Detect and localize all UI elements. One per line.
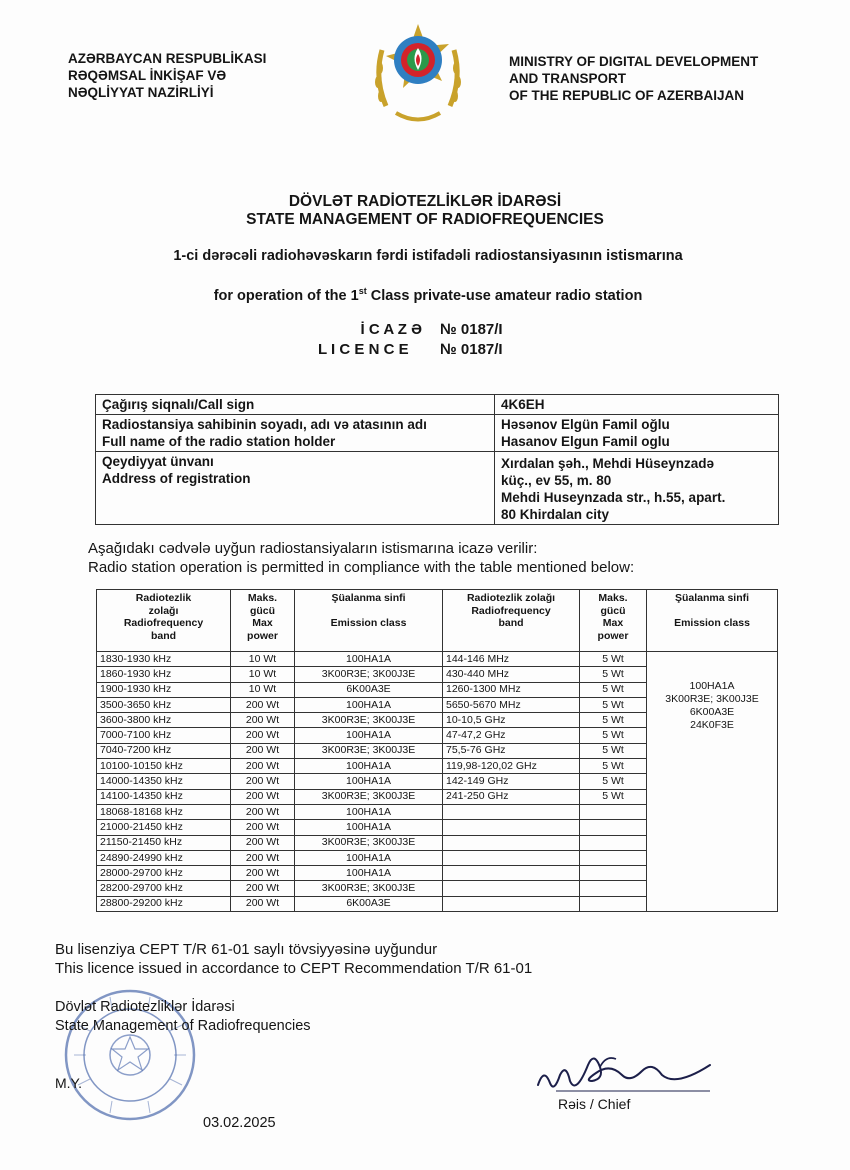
purpose-en [0, 286, 850, 304]
band-cell: 3600-3800 kHz [97, 713, 231, 728]
cept-en: This licence issued in accordance to CEPT Recommendation T/R 61-01 [55, 960, 533, 977]
frequency-body [97, 652, 778, 912]
band-cell: 3500-3650 kHz [97, 697, 231, 712]
ministry-en-line: MINISTRY OF DIGITAL DEVELOPMENT [509, 54, 759, 69]
name-az: Həsənov Elgün Famil oğlu [501, 417, 670, 432]
emission-cell: 3K00R3E; 3K00J3E [295, 835, 443, 850]
stamp-place-label: M.Y. [55, 1075, 82, 1091]
address-label-en: Address of registration [102, 471, 251, 486]
power2-cell: 5 Wt [580, 789, 647, 804]
band-cell: 14000-14350 kHz [97, 774, 231, 789]
permission-en: Radio station operation is permitted in compliance with the table mentioned below: [88, 559, 635, 576]
ministry-name-az [68, 50, 266, 101]
header-text: Şüalanma sinfi [674, 592, 750, 604]
issue-date: 03.02.2025 [203, 1115, 276, 1131]
band2-cell [443, 850, 580, 865]
power2-cell [580, 896, 647, 911]
power-cell: 200 Wt [231, 820, 295, 835]
band2-cell [443, 866, 580, 881]
header-text: Max [602, 617, 624, 629]
header-text: Max [252, 617, 273, 629]
name-label-az: Radiostansiya sahibinin soyadı, adı və atasının adı [102, 417, 427, 432]
licence-label-az: İ C A Z Ə [360, 321, 422, 338]
emission2-value: 3K00R3E; 3K00J3E [665, 693, 759, 705]
address-row [96, 452, 779, 525]
band2-cell: 142-149 GHz [443, 774, 580, 789]
header-band [97, 590, 231, 652]
chief-label: Rəis / Chief [558, 1096, 631, 1112]
header-emission [295, 590, 443, 652]
power-cell: 10 Wt [231, 682, 295, 697]
power-cell: 200 Wt [231, 850, 295, 865]
ministry-az-line: RƏQƏMSAL İNKİŞAF VƏ [68, 68, 227, 83]
band2-cell: 5650-5670 MHz [443, 697, 580, 712]
emission-cell: 100HA1A [295, 804, 443, 819]
power2-cell: 5 Wt [580, 652, 647, 667]
state-emblem-icon [368, 18, 468, 128]
header-power [231, 590, 295, 652]
emission-cell: 6K00A3E [295, 682, 443, 697]
header-text: power [247, 629, 278, 642]
band2-cell: 47-47,2 GHz [443, 728, 580, 743]
power-cell: 200 Wt [231, 881, 295, 896]
band-cell: 21000-21450 kHz [97, 820, 231, 835]
ministry-az-line: AZƏRBAYCAN RESPUBLİKASI [68, 51, 267, 66]
frequency-table [96, 589, 778, 912]
header-text: Radiofrequency [471, 604, 551, 617]
header-text: Emission class [674, 616, 750, 629]
name-row [96, 415, 779, 452]
power-cell: 200 Wt [231, 835, 295, 850]
holder-table [95, 394, 779, 525]
frequency-header-row [97, 590, 778, 652]
power2-cell [580, 850, 647, 865]
header-text: Şüalanma sinfi [331, 592, 406, 604]
band-cell: 21150-21450 kHz [97, 835, 231, 850]
band-cell: 7040-7200 kHz [97, 743, 231, 758]
header-text: Radiotezlik [135, 592, 192, 604]
agency-title-az: DÖVLƏT RADİOTEZLİKLƏR İDARƏSİ [288, 193, 562, 210]
table-row [97, 652, 778, 667]
power2-cell: 5 Wt [580, 682, 647, 697]
address-en-2: 80 Khirdalan city [501, 507, 610, 522]
name-label [96, 415, 495, 452]
address-value [495, 452, 779, 525]
power-cell: 200 Wt [231, 713, 295, 728]
callsign-label: Çağırış siqnalı/Call sign [96, 395, 495, 415]
power-cell: 10 Wt [231, 667, 295, 682]
band2-cell [443, 804, 580, 819]
address-label [96, 452, 495, 525]
purpose-en-pre: for operation of the 1 [213, 287, 359, 304]
emission-cell: 3K00R3E; 3K00J3E [295, 667, 443, 682]
band-cell: 28800-29200 kHz [97, 896, 231, 911]
band-cell: 1860-1930 kHz [97, 667, 231, 682]
band2-cell: 144-146 MHz [443, 652, 580, 667]
emission-cell: 100HA1A [295, 652, 443, 667]
emission-cell: 100HA1A [295, 728, 443, 743]
licence-number: № 0187/I [440, 321, 503, 338]
emission-cell: 6K00A3E [295, 896, 443, 911]
band-cell: 7000-7100 kHz [97, 728, 231, 743]
header-text: gücü [249, 604, 276, 617]
power2-cell: 5 Wt [580, 728, 647, 743]
band2-cell [443, 881, 580, 896]
ministry-az-line: NƏQLİYYAT NAZİRLİYİ [68, 85, 214, 100]
emission-cell: 3K00R3E; 3K00J3E [295, 881, 443, 896]
emission-cell: 100HA1A [295, 820, 443, 835]
band2-cell: 241-250 GHz [443, 789, 580, 804]
emission-cell: 100HA1A [295, 850, 443, 865]
agency-title-en: STATE MANAGEMENT OF RADIOFREQUENCIES [246, 211, 604, 228]
address-az-1: Xırdalan şəh., Mehdi Hüseynzadə [501, 456, 715, 471]
emission2-value: 6K00A3E [689, 706, 735, 718]
address-label-az: Qeydiyyat ünvanı [102, 454, 214, 469]
band2-cell [443, 835, 580, 850]
header-power2 [580, 590, 647, 652]
power-cell: 200 Wt [231, 866, 295, 881]
address-en-1: Mehdi Huseynzada str., h.55, apart. [501, 490, 726, 505]
power2-cell: 5 Wt [580, 743, 647, 758]
header-text: Radiotezlik zolağı [466, 592, 556, 604]
power2-cell: 5 Wt [580, 713, 647, 728]
licence-block [318, 320, 503, 360]
header-text: power [597, 629, 629, 642]
power-cell: 200 Wt [231, 804, 295, 819]
band-cell: 1900-1930 kHz [97, 682, 231, 697]
band2-cell [443, 896, 580, 911]
header-text: band [498, 617, 524, 629]
power2-cell [580, 804, 647, 819]
ministry-en-line: AND TRANSPORT [509, 71, 626, 86]
band2-cell: 119,98-120,02 GHz [443, 759, 580, 774]
power-cell: 200 Wt [231, 697, 295, 712]
header-spacer [650, 605, 774, 617]
header-spacer [298, 605, 439, 617]
band-cell: 1830-1930 kHz [97, 652, 231, 667]
header-text: Maks. [598, 592, 628, 604]
name-label-en: Full name of the radio station holder [102, 434, 336, 449]
band-cell: 28000-29700 kHz [97, 866, 231, 881]
header-text: Emission class [330, 616, 407, 629]
name-value [495, 415, 779, 452]
power2-cell: 5 Wt [580, 774, 647, 789]
power2-cell: 5 Wt [580, 759, 647, 774]
callsign-row [96, 395, 779, 415]
power2-cell: 5 Wt [580, 667, 647, 682]
licence-number: № 0187/I [440, 341, 503, 358]
power2-cell [580, 881, 647, 896]
purpose-en-post: Class private-use amateur radio station [366, 287, 643, 304]
agency-title [0, 193, 850, 229]
band2-cell: 1260-1300 MHz [443, 682, 580, 697]
emission-cell: 3K00R3E; 3K00J3E [295, 743, 443, 758]
emission-cell: 100HA1A [295, 697, 443, 712]
power2-cell [580, 835, 647, 850]
header-band2 [443, 590, 580, 652]
band2-cell: 10-10,5 GHz [443, 713, 580, 728]
band2-cell: 75,5-76 GHz [443, 743, 580, 758]
name-en: Hasanov Elgun Famil oglu [501, 434, 670, 449]
band2-cell: 430-440 MHz [443, 667, 580, 682]
emission-cell: 100HA1A [295, 759, 443, 774]
footer-agency-az: Dövlət Radiotezliklər İdarəsi [55, 999, 235, 1015]
header-text: gücü [600, 604, 626, 617]
ministry-en-line: OF THE REPUBLIC OF AZERBAIJAN [509, 88, 745, 103]
power-cell: 10 Wt [231, 652, 295, 667]
header-text: zolağı [148, 604, 179, 617]
power2-cell [580, 866, 647, 881]
header-text: Radiofrequency [123, 617, 204, 629]
emission-cell: 100HA1A [295, 774, 443, 789]
band-cell: 14100-14350 kHz [97, 789, 231, 804]
header-text: Maks. [247, 592, 278, 604]
address-az-2: küç., ev 55, m. 80 [501, 473, 612, 488]
header-emission2 [647, 590, 778, 652]
band-cell: 18068-18168 kHz [97, 804, 231, 819]
ministry-name-en [509, 53, 758, 104]
power-cell: 200 Wt [231, 728, 295, 743]
power2-cell [580, 820, 647, 835]
header-text: band [150, 629, 177, 642]
emission2-value: 24K0F3E [690, 719, 734, 731]
licence-label-en: L I C E N C E [318, 341, 409, 358]
cept-text [55, 940, 532, 978]
emission2-cell [647, 652, 778, 912]
callsign-value: 4K6EH [495, 395, 779, 415]
emission2-value: 100HA1A [689, 680, 735, 692]
power2-cell: 5 Wt [580, 697, 647, 712]
band2-cell [443, 820, 580, 835]
power-cell: 200 Wt [231, 774, 295, 789]
purpose-en-sup: st [358, 286, 367, 296]
permission-text [88, 539, 634, 577]
band-cell: 28200-29700 kHz [97, 881, 231, 896]
power-cell: 200 Wt [231, 896, 295, 911]
cept-az: Bu lisenziya CEPT T/R 61-01 saylı tövsiyyəsinə uyğundur [55, 941, 438, 958]
emission-cell: 100HA1A [295, 866, 443, 881]
emission-cell: 3K00R3E; 3K00J3E [295, 789, 443, 804]
power-cell: 200 Wt [231, 789, 295, 804]
purpose-az: 1-ci dərəcəli radiohəvəskarın fərdi istifadəli radiostansiyasının istismarına [173, 248, 683, 264]
emission-cell: 3K00R3E; 3K00J3E [295, 713, 443, 728]
band-cell: 10100-10150 kHz [97, 759, 231, 774]
power-cell: 200 Wt [231, 759, 295, 774]
power-cell: 200 Wt [231, 743, 295, 758]
band-cell: 24890-24990 kHz [97, 850, 231, 865]
footer-agency-en: State Management of Radiofrequencies [55, 1018, 311, 1034]
permission-az: Aşağıdakı cədvələ uyğun radiostansiyaların istismarına icazə verilir: [88, 540, 538, 557]
footer-agency [55, 998, 311, 1036]
